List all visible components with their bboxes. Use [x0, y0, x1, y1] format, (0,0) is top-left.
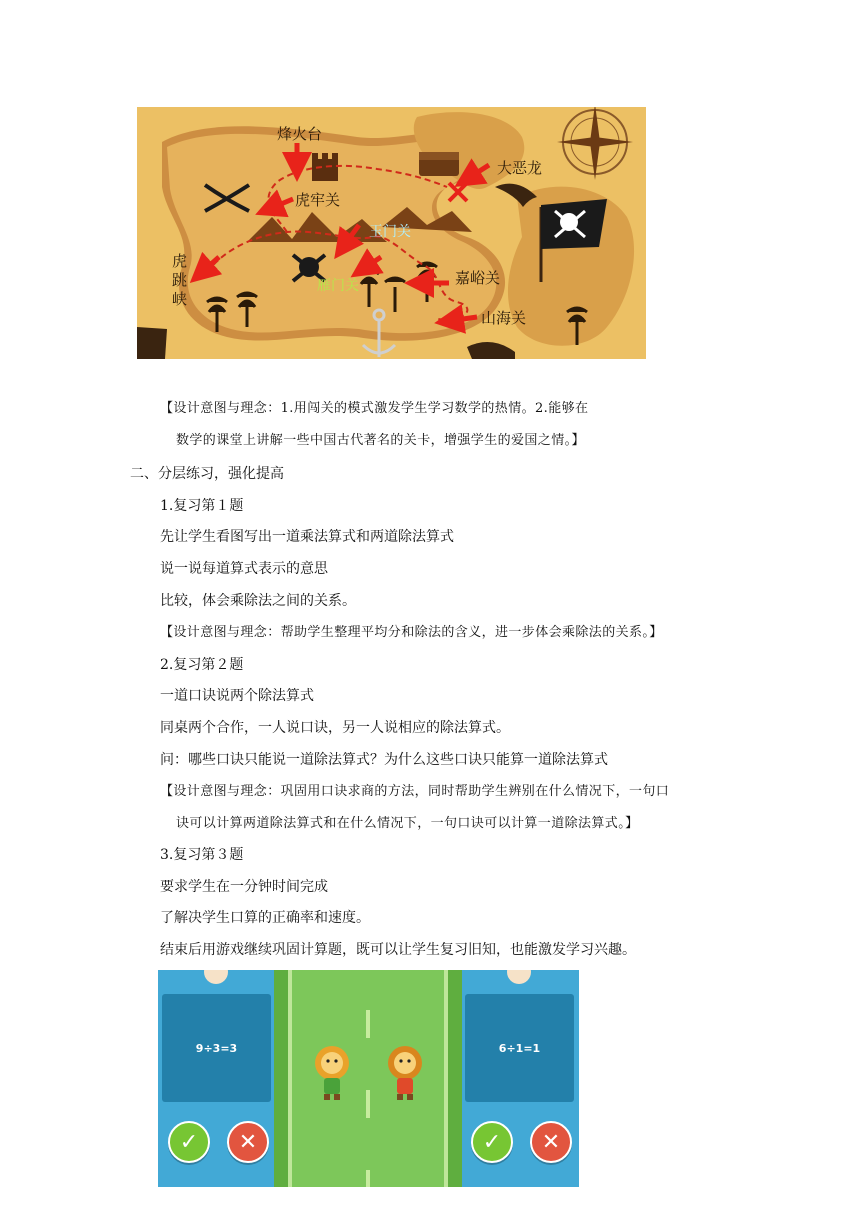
q2-title: 2.复习第２题	[160, 657, 244, 673]
cross-icon: ✕	[541, 1129, 561, 1155]
q3-title: 3.复习第３题	[160, 847, 244, 863]
q1-title: 1.复习第１题	[160, 498, 244, 514]
design-intent-3-line2: 诀可以计算两道除法算式和在什么情况下，一句口诀可以计算一道除法算式。】	[176, 816, 639, 831]
right-correct-button[interactable]	[471, 1121, 513, 1163]
check-icon: ✓	[179, 1129, 199, 1155]
math-game-screenshot	[158, 970, 579, 1187]
boat-icon	[137, 327, 167, 359]
check-icon: ✓	[482, 1129, 502, 1155]
q3-line1: 要求学生在一分钟时间完成	[160, 879, 328, 895]
q2-line3: 问：哪些口诀只能说一道除法算式？为什么这些口诀只能算一道除法算式	[160, 752, 608, 768]
label-daelong: 大恶龙	[497, 159, 543, 177]
label-jiayuguan: 嘉峪关	[455, 269, 501, 287]
q1-line1: 先让学生看图写出一道乘法算式和两道除法算式	[160, 529, 454, 545]
right-equation-card	[465, 994, 574, 1102]
label-shanhaiguan: 山海关	[481, 309, 527, 327]
label-fenghuotai: 烽火台	[277, 125, 323, 143]
left-correct-button[interactable]	[168, 1121, 210, 1163]
label-yanmenguan: 雁门关	[317, 278, 359, 294]
cross-icon: ✕	[238, 1129, 258, 1155]
q3-line3: 结束后用游戏继续巩固计算题，既可以让学生复习旧知，也能激发学习兴趣。	[160, 942, 636, 958]
q2-line2: 同桌两个合作，一人说口诀，另一人说相应的除法算式。	[160, 720, 510, 736]
q2-line1: 一道口诀说两个除法算式	[160, 688, 314, 704]
q3-line2: 了解决学生口算的正确率和速度。	[160, 910, 370, 926]
right-wrong-button[interactable]	[530, 1121, 572, 1163]
q1-line3: 比较，体会乘除法之间的关系。	[160, 593, 356, 609]
left-wrong-button[interactable]	[227, 1121, 269, 1163]
design-intent-1-line2: 数学的课堂上讲解一些中国古代著名的关卡，增强学生的爱国之情。】	[176, 433, 585, 448]
design-intent-2: 【设计意图与理念：帮助学生整理平均分和除法的含义，进一步体会乘除法的关系。】	[160, 625, 663, 640]
label-hulaoguan: 虎牢关	[295, 191, 341, 209]
right-equation-text: 6÷1=1	[498, 1041, 541, 1055]
label-huxiaoxia: 虎跳峡	[170, 253, 188, 310]
left-equation-text: 9÷3=3	[195, 1041, 238, 1055]
left-equation-card	[162, 994, 271, 1102]
design-intent-3-line1: 【设计意图与理念：巩固用口诀求商的方法，同时帮助学生辨别在什么情况下，一句口	[160, 784, 670, 799]
treasure-map-image	[137, 107, 646, 359]
label-yumenguan: 玉门关	[369, 224, 411, 240]
design-intent-1-line1: 【设计意图与理念：1.用闯关的模式激发学生学习数学的热情。2.能够在	[160, 401, 589, 416]
q1-line2: 说一说每道算式表示的意思	[160, 561, 328, 577]
grass-road	[274, 970, 462, 1187]
section-2-heading: 二、分层练习，强化提高	[130, 466, 284, 482]
castle-icon	[312, 159, 338, 181]
